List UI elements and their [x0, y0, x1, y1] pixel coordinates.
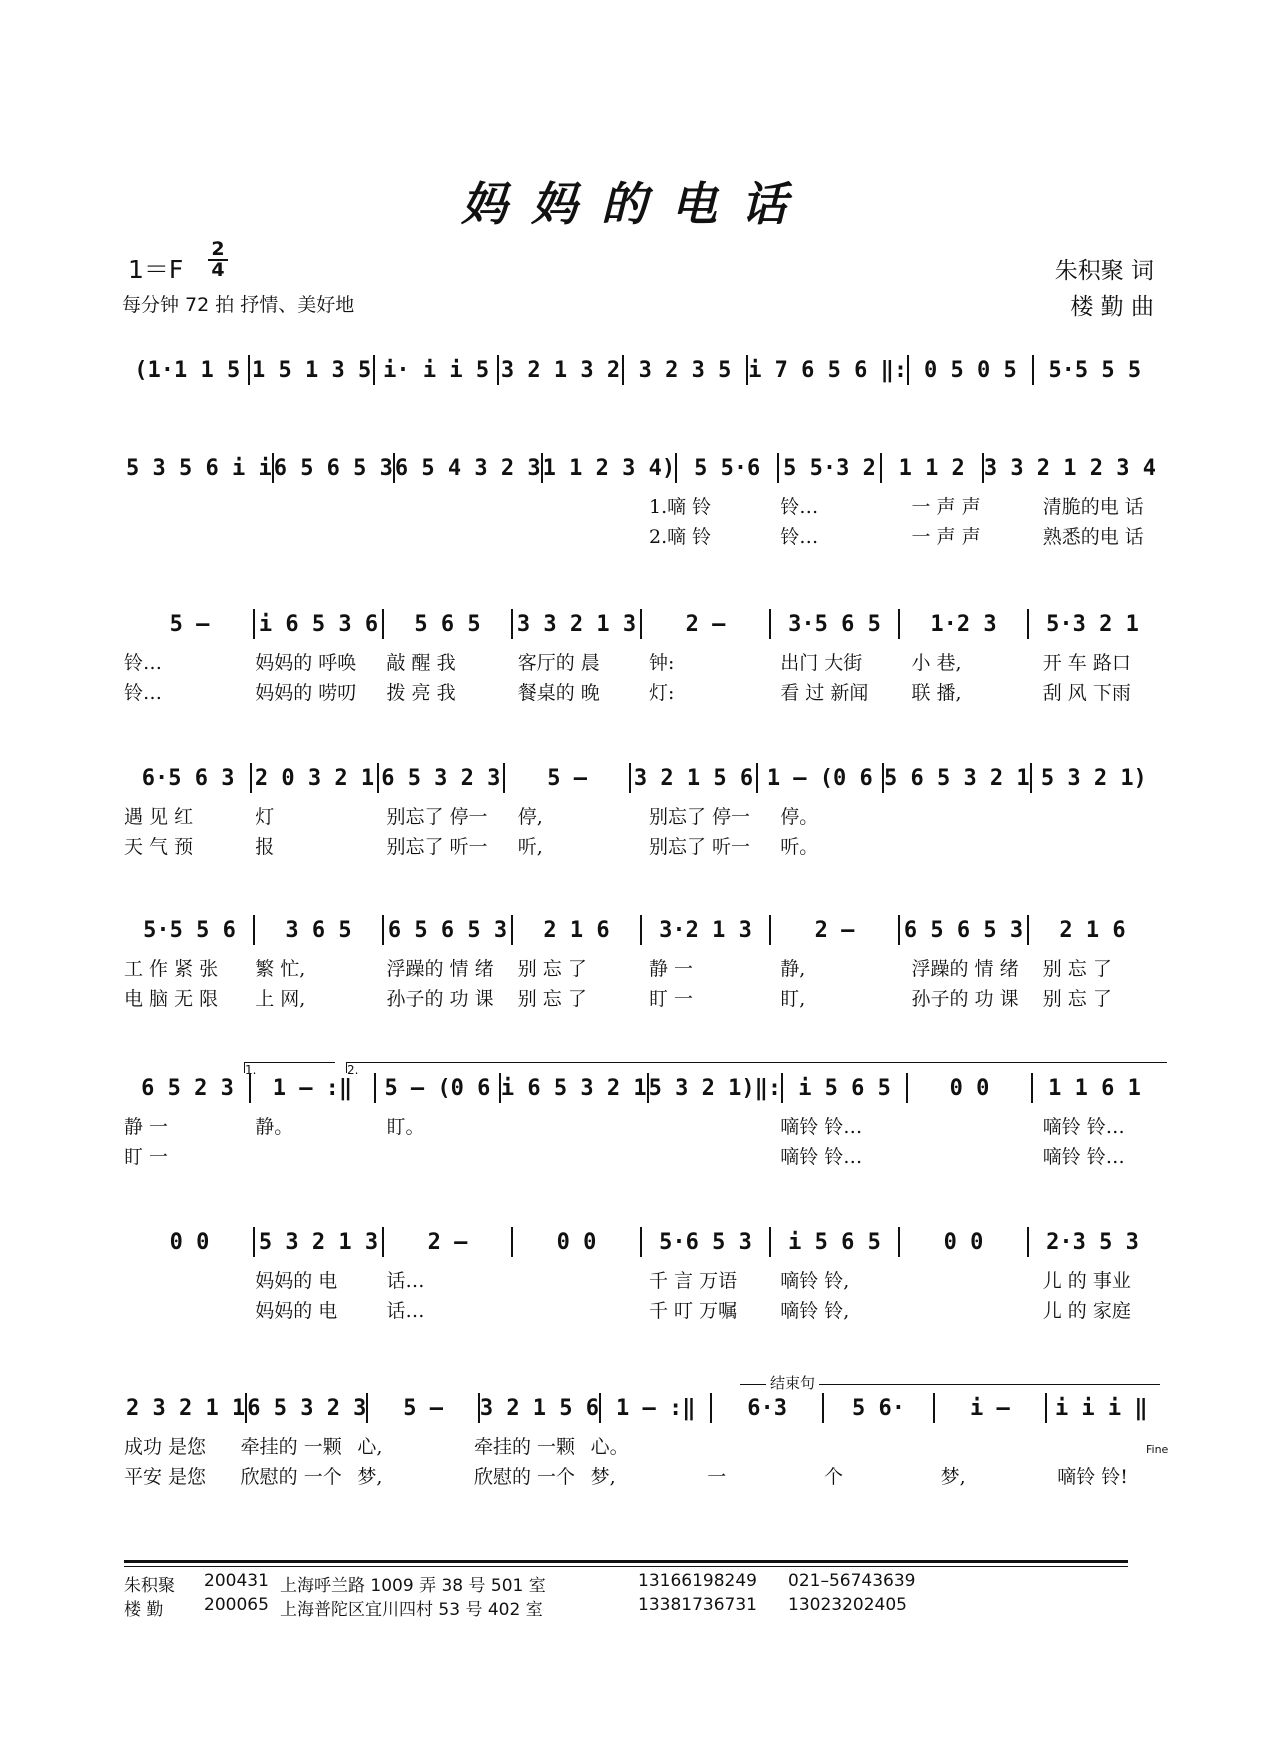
lyric-segment	[912, 1142, 1043, 1170]
lyric-segment: 牵挂的 一颗	[473, 1436, 576, 1458]
notation-line	[126, 350, 1156, 390]
lyric-verse-1	[124, 492, 1174, 520]
notation-line	[126, 758, 1156, 798]
measure: (1·1 1 5	[134, 357, 241, 383]
measure: 5 5·3 2	[783, 455, 876, 481]
lyric-segment: 停。	[780, 806, 819, 828]
lyric-segment	[387, 492, 518, 520]
lyricist-credit: 朱积聚 词	[1054, 258, 1154, 284]
measure: 2 –	[814, 917, 855, 943]
measure: 5 6 5 3 2 1	[883, 765, 1030, 791]
lyric-segment	[518, 1142, 649, 1170]
measure: 0 5 0 5	[924, 357, 1017, 383]
lyric-segment: 牵挂的 一颗	[240, 1436, 342, 1458]
measure: 3 3 2 1 2 3 4	[983, 455, 1157, 481]
lyric-segment: 盯。	[386, 1116, 425, 1138]
lyric-verse-2	[124, 678, 1174, 706]
lyric-segment	[912, 802, 1043, 830]
measure: 6 5 6 5 3	[273, 455, 393, 481]
lyric-segment: 浮躁的 情 绪	[911, 958, 1019, 980]
lyric-segment: 梦,	[940, 1466, 966, 1488]
lyric-segment	[912, 1296, 1043, 1324]
lyric-verse-2	[124, 1462, 1174, 1490]
lyric-segment: 妈妈的 电	[255, 1300, 338, 1322]
lyric-segment	[1043, 832, 1174, 860]
lyric-segment: 灯	[255, 806, 275, 828]
lyric-segment: 2.嘀 铃	[649, 526, 712, 548]
lyric-segment: 话…	[386, 1270, 425, 1292]
measure: 3 3 2 1 3	[516, 611, 637, 637]
tempo-marking: 每分钟 72 拍 抒情、美好地	[122, 294, 355, 316]
lyric-segment	[124, 1296, 255, 1324]
contact-phone-mobile: 13381736731	[638, 1595, 757, 1615]
key-signature: 1＝F	[128, 255, 184, 284]
lyric-segment: 心,	[357, 1436, 383, 1458]
lyric-segment: 梦,	[357, 1466, 383, 1488]
lyric-segment: 停,	[517, 806, 543, 828]
lyric-segment: 嘀铃 铃…	[780, 1116, 863, 1138]
measure: i 6 5 3 6	[258, 611, 379, 637]
lyric-verse-1	[124, 1266, 1174, 1294]
notation-line	[126, 1068, 1156, 1108]
footer-rule-thick	[124, 1560, 1128, 1563]
lyric-segment	[255, 1142, 386, 1170]
lyric-segment	[124, 1266, 255, 1294]
lyric-segment: 静 一	[124, 1116, 169, 1138]
lyric-segment: 餐桌的 晚	[517, 682, 600, 704]
lyric-segment	[941, 1432, 1058, 1460]
time-signature	[208, 240, 228, 280]
measure: 6 5 6 5 3	[387, 917, 508, 943]
measure: 6 5 2 3	[141, 1075, 234, 1101]
lyric-segment: 别 忘 了	[517, 988, 587, 1010]
lyric-segment	[518, 1112, 649, 1140]
measure: i 6 5 3 2 1	[500, 1075, 647, 1101]
lyric-segment: 小 巷,	[911, 652, 962, 674]
volta-second-ending	[346, 1062, 1167, 1077]
lyric-segment	[912, 832, 1043, 860]
lyric-segment: 刮 风 下雨	[1042, 682, 1131, 704]
contact-postcode: 200065	[204, 1595, 269, 1615]
lyric-segment: 敲 醒 我	[386, 652, 456, 674]
lyric-segment	[518, 1266, 649, 1294]
lyric-segment: 梦,	[590, 1466, 616, 1488]
measure: 5 –	[547, 765, 588, 791]
measure: 1 – (0 6	[766, 765, 873, 791]
measure: 5 – (0 6	[384, 1075, 491, 1101]
measure: 2 1 6	[543, 917, 610, 943]
measure: 0 0	[169, 1229, 210, 1255]
lyric-segment	[518, 522, 649, 550]
measure: 3·2 1 3	[659, 917, 752, 943]
measure: 6·3	[747, 1395, 787, 1421]
lyric-segment: 铃…	[780, 526, 819, 548]
lyric-segment	[387, 1142, 518, 1170]
lyric-verse-2	[124, 522, 1174, 550]
lyric-segment: 熟悉的电 话	[1042, 526, 1144, 548]
lyric-segment: 拨 亮 我	[386, 682, 456, 704]
lyric-segment: 嘀铃 铃…	[780, 1146, 863, 1168]
lyric-segment: 嘀铃 铃!	[1057, 1466, 1128, 1488]
lyric-segment: 别 忘 了	[1042, 958, 1112, 980]
measure: 2·3 5 3	[1046, 1229, 1139, 1255]
measure: 6 5 6 5 3	[903, 917, 1024, 943]
lyric-segment: 孙子的 功 课	[386, 988, 494, 1010]
lyric-segment: 话…	[386, 1300, 425, 1322]
measure: 5·3 2 1	[1046, 611, 1139, 637]
measure: 5 3 5 6 i i	[126, 455, 272, 481]
lyric-segment: 嘀铃 铃,	[780, 1270, 850, 1292]
lyric-segment	[255, 522, 386, 550]
lyric-segment	[707, 1432, 824, 1460]
lyric-segment: 别忘了 停一	[386, 806, 488, 828]
lyric-segment	[518, 1296, 649, 1324]
contact-phone-mobile: 13166198249	[638, 1571, 757, 1591]
measure: 5·5 5 5	[1048, 357, 1142, 383]
volta-first-label: 1.	[245, 1063, 257, 1077]
measure: 3 2 1 5 6	[633, 765, 754, 791]
lyric-segment: 嘀铃 铃…	[1042, 1116, 1125, 1138]
lyric-segment: 工 作 紧 张	[124, 958, 219, 980]
contact-address: 上海普陀区宜川四村 53 号 402 室	[280, 1600, 543, 1620]
measure: 5 –	[403, 1395, 443, 1421]
measure: 5 3 2 1)‖:	[648, 1075, 782, 1101]
lyric-segment: 浮躁的 情 绪	[386, 958, 494, 980]
fine-mark: Fine	[1146, 1443, 1169, 1456]
lyric-segment: 欣慰的 一个	[473, 1466, 576, 1488]
measure: 3 2 1 5 6	[479, 1395, 600, 1421]
measure: 2 1 6	[1059, 917, 1126, 943]
measure: 5·5 5 6	[143, 917, 236, 943]
lyric-segment: 别 忘 了	[1042, 988, 1112, 1010]
lyric-segment: 天 气 预	[124, 836, 194, 858]
measure: 2 –	[427, 1229, 468, 1255]
lyric-segment: 静。	[255, 1116, 294, 1138]
lyric-segment	[387, 522, 518, 550]
contact-name: 楼 勤	[124, 1600, 164, 1620]
notation-line	[126, 448, 1156, 488]
lyric-segment: 孙子的 功 课	[911, 988, 1019, 1010]
measure: 5 3 2 1)	[1040, 765, 1147, 791]
lyric-segment: 联 播,	[911, 682, 962, 704]
measure: i 7 6 5 6 ‖:	[748, 357, 908, 383]
measure: 3 6 5	[285, 917, 352, 943]
lyric-segment: 听,	[517, 836, 543, 858]
lyric-segment: 静,	[780, 958, 806, 980]
lyric-segment: 听。	[780, 836, 819, 858]
measure: 3 2 3 5	[638, 357, 732, 383]
lyric-segment: 心。	[590, 1436, 629, 1458]
measure: 1 1 2	[898, 455, 965, 481]
lyric-segment: 别忘了 停一	[649, 806, 751, 828]
lyric-segment: 盯 一	[124, 1146, 169, 1168]
lyric-segment	[255, 492, 386, 520]
lyric-segment: 欣慰的 一个	[240, 1466, 342, 1488]
lyric-segment: 个	[823, 1466, 843, 1488]
lyric-verse-2	[124, 832, 1174, 860]
measure: 5 5·6	[694, 455, 761, 481]
measure: 1·2 3	[930, 611, 997, 637]
measure: 6·5 6 3	[141, 765, 235, 791]
lyric-segment	[1043, 802, 1174, 830]
measure: 2 –	[685, 611, 726, 637]
lyric-segment: 1.嘀 铃	[649, 496, 712, 518]
lyric-segment: 平安 是您	[124, 1466, 207, 1488]
lyric-verse-1	[124, 802, 1174, 830]
measure: i· i i 5	[383, 357, 490, 383]
lyric-segment: 出门 大街	[780, 652, 863, 674]
lyric-segment: 千 言 万语	[649, 1270, 738, 1292]
lyric-segment: 一 声 声	[911, 526, 981, 548]
lyric-segment: 别 忘 了	[517, 958, 587, 980]
measure: i 5 6 5	[788, 1229, 881, 1255]
notation-line	[126, 910, 1156, 950]
lyric-segment: 儿 的 事业	[1042, 1270, 1131, 1292]
lyric-verse-1	[124, 1432, 1174, 1460]
lyric-verse-1	[124, 1112, 1174, 1140]
lyric-verse-1	[124, 954, 1174, 982]
lyric-segment: 清脆的电 话	[1042, 496, 1144, 518]
lyric-segment: 妈妈的 电	[255, 1270, 338, 1292]
lyric-segment: 客厅的 晨	[517, 652, 600, 674]
lyric-segment: 铃…	[124, 652, 163, 674]
contact-lyricist	[124, 1571, 1134, 1596]
volta-first-ending	[244, 1062, 335, 1077]
measure: i 5 6 5	[798, 1075, 891, 1101]
lyric-verse-1	[124, 648, 1174, 676]
contact-phone-landline: 13023202405	[788, 1595, 907, 1615]
lyric-verse-2	[124, 984, 1174, 1012]
lyric-verse-2	[124, 1296, 1174, 1324]
lyric-segment: 看 过 新闻	[780, 682, 869, 704]
contact-name: 朱积聚	[124, 1576, 175, 1596]
notation-line	[126, 1222, 1156, 1262]
ending-label: 结束句	[766, 1372, 819, 1393]
measure: 3 2 1 3 2	[500, 357, 621, 383]
contact-composer	[124, 1595, 1134, 1620]
lyric-segment	[824, 1432, 941, 1460]
lyric-segment	[124, 522, 255, 550]
measure: 5 6 5	[414, 611, 481, 637]
measure: 2 3 2 1 1	[126, 1395, 246, 1421]
lyric-segment: 电 脑 无 限	[124, 988, 219, 1010]
measure: 5 3 2 1 3	[258, 1229, 379, 1255]
contact-address: 上海呼兰路 1009 弄 38 号 501 室	[280, 1576, 546, 1596]
measure: 5 6·	[852, 1395, 906, 1421]
lyric-segment: 静 一	[649, 958, 694, 980]
notation-line	[126, 604, 1156, 644]
lyric-segment	[912, 1112, 1043, 1140]
composer-credit: 楼 勤 曲	[1070, 294, 1154, 320]
measure: 1 1 6 1	[1048, 1075, 1141, 1101]
measure: 5 –	[169, 611, 210, 637]
lyric-segment: 上 网,	[255, 988, 306, 1010]
measure: 0 0	[949, 1075, 990, 1101]
measure: 1 – :‖	[272, 1075, 353, 1101]
measure: 6 5 3 2 3	[381, 765, 501, 791]
lyric-segment: 盯 一	[649, 988, 694, 1010]
measure: i –	[970, 1395, 1010, 1421]
lyric-segment: 铃…	[124, 682, 163, 704]
meter-bottom: 4	[211, 259, 225, 281]
measure: 0 0	[943, 1229, 984, 1255]
lyric-segment: 别忘了 听一	[386, 836, 488, 858]
lyric-segment: 嘀铃 铃,	[780, 1300, 850, 1322]
lyric-segment	[124, 492, 255, 520]
measure: 6 5 4 3 2 3	[394, 455, 541, 481]
lyric-segment: 繁 忙,	[255, 958, 306, 980]
measure: 2 0 3 2 1	[254, 765, 375, 791]
footer-rule-thin	[124, 1566, 1128, 1567]
lyric-segment	[649, 1142, 780, 1170]
measure: 1 – :‖	[616, 1395, 696, 1421]
measure: 0 0	[556, 1229, 597, 1255]
lyric-segment: 嘀铃 铃…	[1042, 1146, 1125, 1168]
measure: 5·6 5 3	[659, 1229, 752, 1255]
lyric-segment	[649, 1112, 780, 1140]
lyric-segment: 妈妈的 唠叨	[255, 682, 357, 704]
lyric-segment: 盯,	[780, 988, 806, 1010]
lyric-segment: 开 车 路口	[1042, 652, 1131, 674]
measure: 6 5 3 2 3	[247, 1395, 367, 1421]
volta-second-label: 2.	[347, 1063, 359, 1077]
lyric-segment: 一 声 声	[911, 496, 981, 518]
lyric-segment: 报	[255, 836, 275, 858]
contact-phone-landline: 021–56743639	[788, 1571, 916, 1591]
lyric-segment: 钟:	[649, 652, 675, 674]
lyric-segment: 儿 的 家庭	[1042, 1300, 1131, 1322]
measure: 1 5 1 3 5	[252, 357, 372, 383]
lyric-segment: 灯:	[649, 682, 675, 704]
lyric-verse-2	[124, 1142, 1174, 1170]
lyric-segment: 别忘了 听一	[649, 836, 751, 858]
lyric-segment: 妈妈的 呼唤	[255, 652, 357, 674]
meter-top: 2	[211, 238, 225, 260]
lyric-segment: 遇 见 红	[124, 806, 194, 828]
lyric-segment: 铃…	[780, 496, 819, 518]
measure: i i i ‖	[1054, 1395, 1148, 1421]
measure: 3·5 6 5	[788, 611, 881, 637]
measure: 1 1 2 3 4)	[542, 455, 676, 481]
lyric-segment	[912, 1266, 1043, 1294]
lyric-segment: 千 叮 万嘱	[649, 1300, 738, 1322]
lyric-segment: 一	[707, 1466, 727, 1488]
contact-postcode: 200431	[204, 1571, 269, 1591]
lyric-segment: 成功 是您	[124, 1436, 207, 1458]
lyric-segment	[518, 492, 649, 520]
song-title: 妈妈的电话	[461, 177, 811, 231]
